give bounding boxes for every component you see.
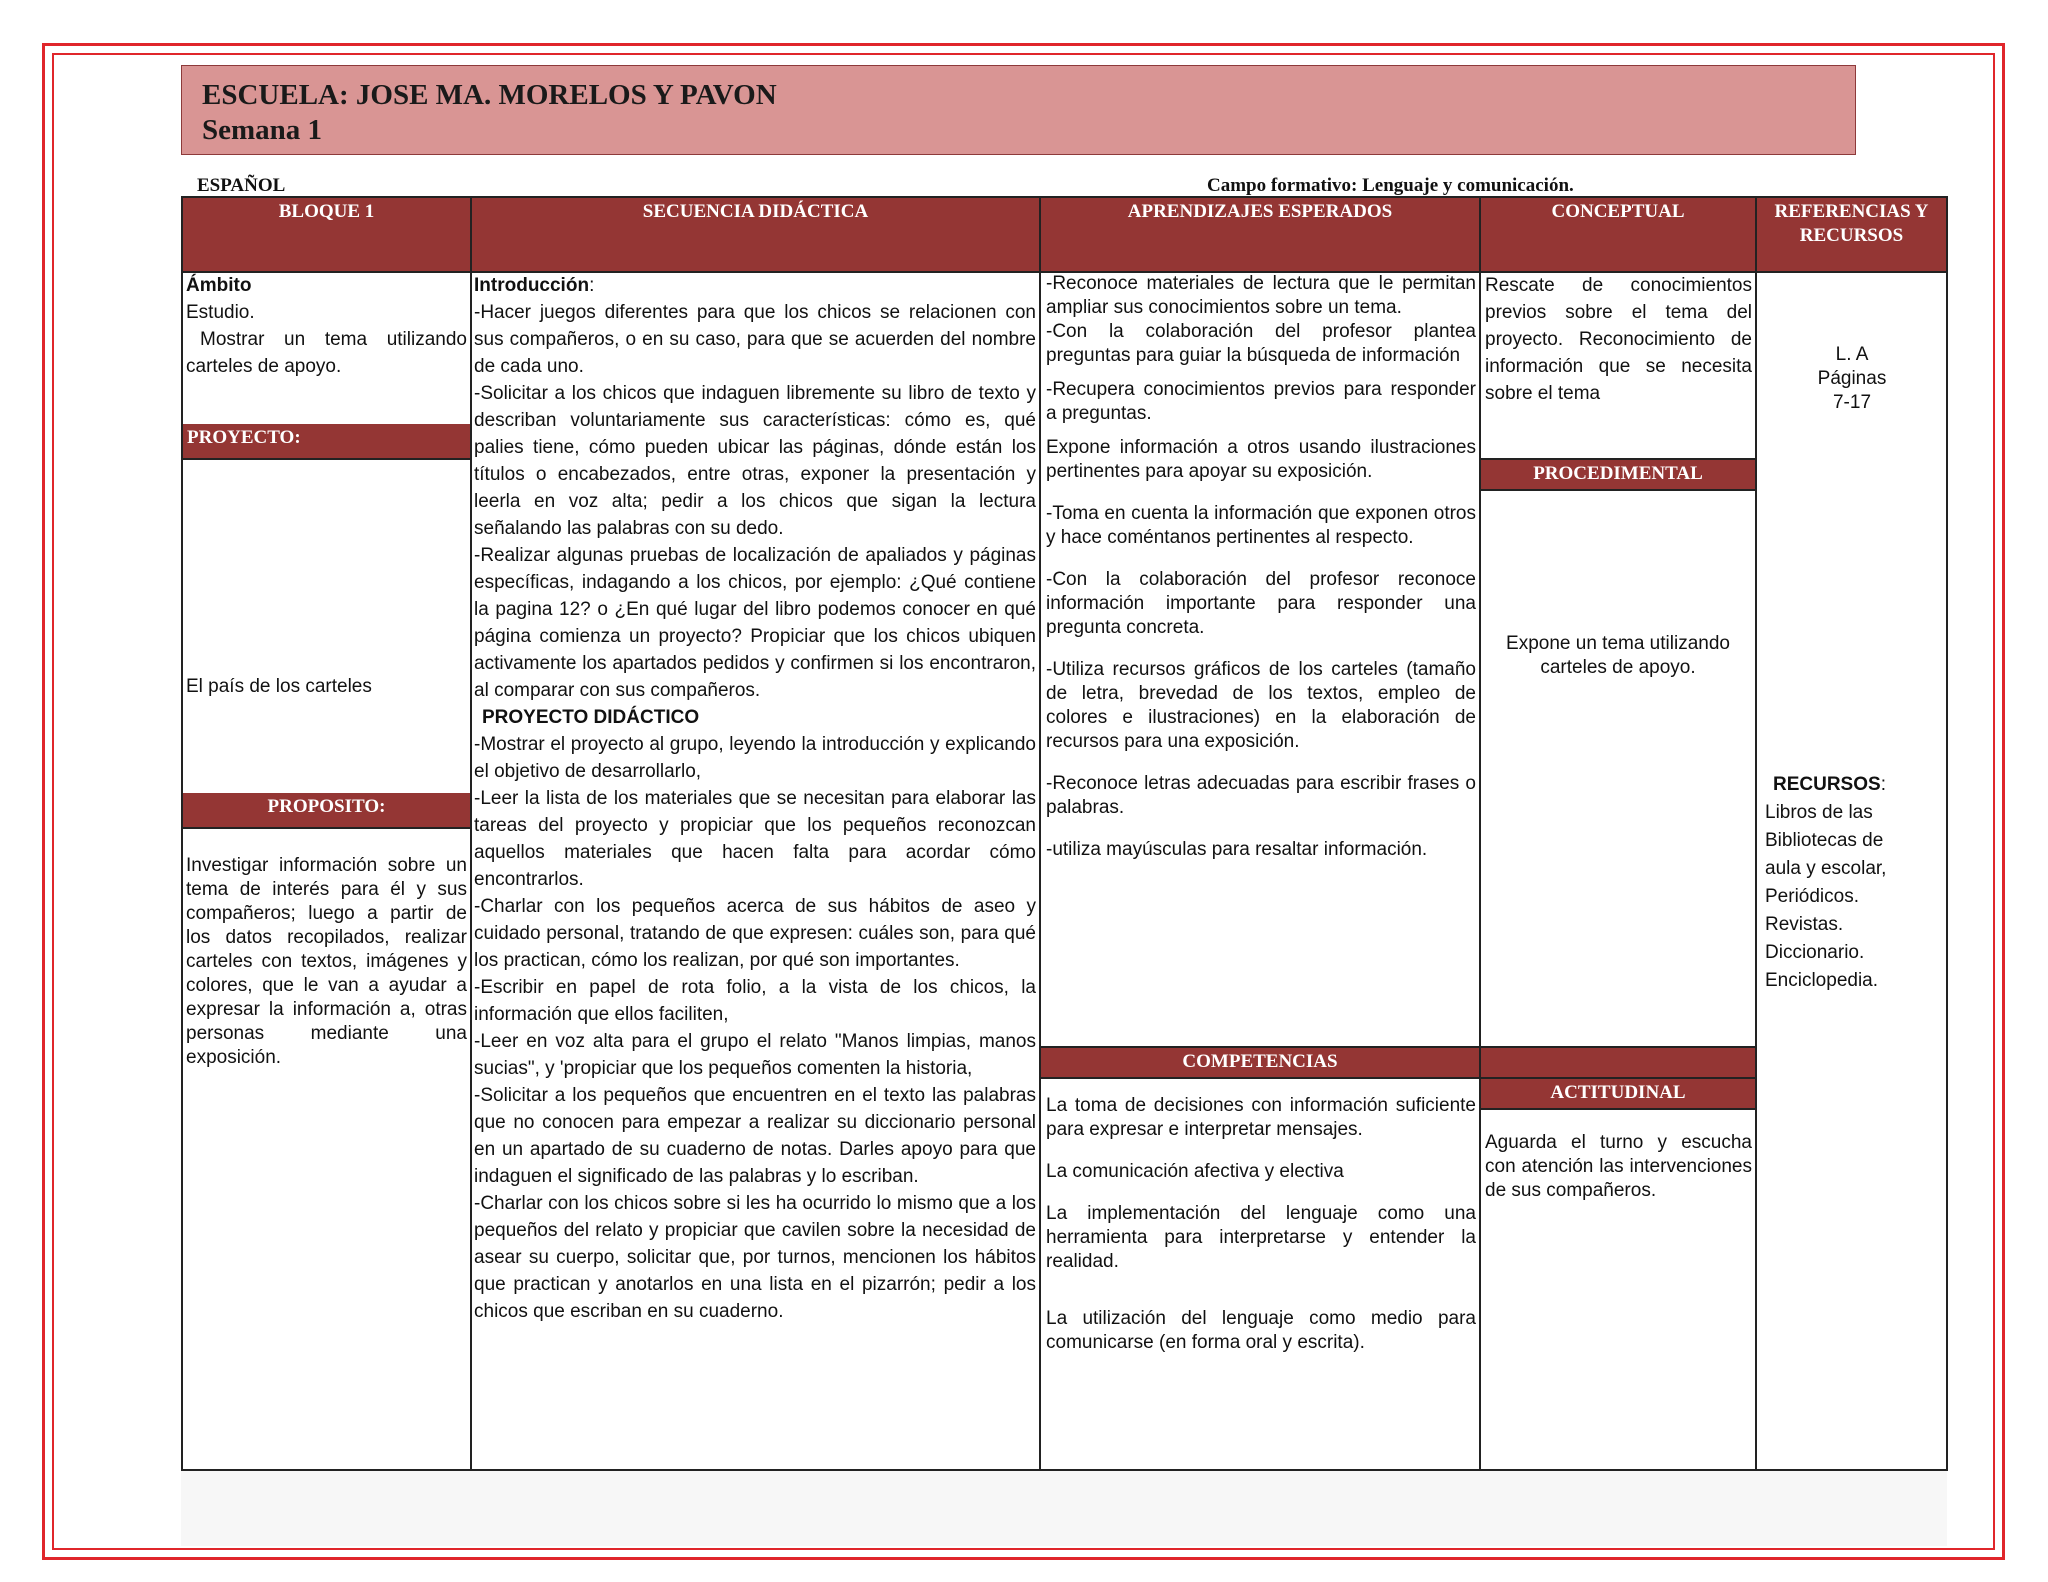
intro-label: Introducción: [474, 275, 590, 296]
header-referencias: REFERENCIAS Y RECURSOS: [1757, 198, 1946, 271]
secuencia-item: -Charlar con los pequeños acerca de sus hábitos de aseo y cuidado personal, tratando de que expresen: cuáles son, para qué los practican, cómo los realizan, por qué son importantes.: [474, 896, 1036, 971]
competencia-item: La implementación del lenguaje como una herramienta para interpretarse y entender la realidad.: [1046, 1203, 1476, 1272]
intro-colon: :: [589, 275, 595, 296]
secuencia-item: -Solicitar a los pequeños que encuentren en el texto las palabras que no conocen para empezar a realizar su diccionario personal en un apartado de su cuaderno de notas. Darles apoyo para que indaguen el significado de las palabras y lo escriban.: [474, 1085, 1036, 1187]
header-secuencia: SECUENCIA DIDÁCTICA: [472, 198, 1039, 271]
campo-formativo: Campo formativo: Lenguaje y comunicación.: [1207, 175, 1574, 196]
secuencia-item: -Mostrar el proyecto al grupo, leyendo la introducción y explicando el objetivo de desarrollarlo,: [474, 734, 1036, 782]
proyecto-didactico-label: PROYECTO DIDÁCTICO: [482, 707, 700, 728]
week-label: Semana 1: [202, 114, 323, 146]
libro-label: L. A: [1835, 344, 1869, 365]
ambito-value: Estudio.: [186, 302, 255, 323]
aprendizaje-item: -Toma en cuenta la información que exponen otros y hace coméntanos pertinentes al respecto.: [1046, 503, 1476, 548]
column-divider: [1039, 196, 1041, 1471]
actitudinal-text: Aguarda el turno y escucha con atención las intervenciones de sus compañeros.: [1485, 1132, 1752, 1201]
recurso-item: Libros de las: [1765, 802, 1873, 823]
section-rule: [181, 827, 471, 829]
secuencia-didactica: [474, 272, 1036, 1325]
ambito-description: Mostrar un tema utilizando carteles de apoyo.: [186, 329, 467, 377]
recursos-label: RECURSOS: [1773, 774, 1881, 795]
aprendizaje-item: Expone información a otros usando ilustraciones pertinentes para apoyar su exposición.: [1046, 437, 1476, 482]
aprendizaje-item: -Con la colaboración del profesor plantea preguntas para guiar la búsqueda de información: [1046, 321, 1476, 366]
competencia-item: La comunicación afectiva y electiva: [1046, 1161, 1344, 1182]
header-conceptual: CONCEPTUAL: [1481, 198, 1755, 271]
secuencia-item: -Escribir en papel de rota folio, a la vista de los chicos, la información que ellos faciliten,: [474, 977, 1036, 1025]
aprendizaje-item: -Utiliza recursos gráficos de los carteles (tamaño de letra, brevedad de los textos, empleo de colores e ilustraciones) en la elaboración de recursos para una exposición.: [1046, 659, 1476, 752]
recurso-item: Revistas.: [1765, 914, 1844, 935]
section-rule: [1479, 1108, 1757, 1110]
libro-reference: [1760, 343, 1944, 415]
competencias-bar: COMPETENCIAS: [1041, 1048, 1479, 1077]
actitudinal-bar: ACTITUDINAL: [1481, 1079, 1755, 1108]
header-bloque: BLOQUE 1: [183, 198, 470, 271]
proposito-bar: PROPOSITO:: [183, 793, 470, 827]
competencias-bar-ext: [1481, 1048, 1755, 1077]
recursos-colon: :: [1880, 774, 1886, 795]
school-header: [181, 65, 1856, 155]
paginas-value: 7-17: [1832, 392, 1872, 413]
secuencia-item: -Solicitar a los chicos que indaguen libremente su libro de texto y describan voluntariamente sus características: cómo es, qué palies tiene, cómo pueden ubicar las páginas, dónde están los títulos o encabezados, entre otras, exponer la presentación y leerla en voz alta; pedir a los chicos que sigan la lectura señalando las palabras con su dedo.: [474, 383, 1036, 539]
aprendizaje-item: -utiliza mayúsculas para resaltar información.: [1046, 839, 1428, 860]
column-divider: [1755, 196, 1757, 1471]
aprendizaje-item: -Recupera conocimientos previos para responder a preguntas.: [1046, 379, 1476, 424]
competencia-item: La toma de decisiones con información suficiente para expresar e interpretar mensajes.: [1046, 1095, 1476, 1140]
competencia-item: La utilización del lenguaje como medio para comunicarse (en forma oral y escrita).: [1046, 1308, 1476, 1353]
section-rule: [181, 458, 471, 460]
ambito-block: [186, 272, 467, 380]
section-rule: [1039, 1077, 1481, 1079]
recurso-item: Bibliotecas de: [1765, 830, 1884, 851]
recurso-item: Enciclopedia.: [1765, 970, 1879, 991]
proposito-text: Investigar información sobre un tema de interés para él y sus compañeros; luego a partir de los datos recopilados, realizar carteles con textos, imágenes y colores, que le van a ayudar a expresar la información a, otras personas mediante una exposición.: [186, 855, 467, 1068]
column-divider: [1479, 196, 1481, 1471]
secuencia-item: -Leer en voz alta para el grupo el relato "Manos limpias, manos sucias", y 'propiciar que los pequeños comenten la historia,: [474, 1031, 1036, 1079]
aprendizajes-esperados: [1046, 272, 1476, 862]
proyecto-name: El país de los carteles: [186, 676, 372, 697]
bottom-shade: [181, 1470, 1947, 1546]
recurso-item: Periódicos.: [1765, 886, 1859, 907]
ambito-label: Ámbito: [186, 275, 252, 296]
aprendizaje-item: -Con la colaboración del profesor reconoce información importante para responder una pregunta concreta.: [1046, 569, 1476, 638]
aprendizaje-item: -Reconoce letras adecuadas para escribir frases o palabras.: [1046, 773, 1476, 818]
recurso-item: aula y escolar,: [1765, 858, 1887, 879]
subject-label: ESPAÑOL: [197, 175, 286, 196]
procedimental-bar: PROCEDIMENTAL: [1481, 460, 1755, 489]
recursos-block: [1765, 771, 1945, 995]
school-name: ESCUELA: JOSE MA. MORELOS Y PAVON: [202, 79, 777, 111]
header-aprendizajes: APRENDIZAJES ESPERADOS: [1041, 198, 1479, 271]
secuencia-item: -Realizar algunas pruebas de localización de apaliados y páginas específicas, indagando a los chicos, por ejemplo: ¿Qué contiene la pagina 12? o ¿En qué lugar del libro podemos conocer en qué página comienza un proyecto? Propiciar que los chicos ubiquen activamente los apartados pedidos y confirmen si los encontraron, al comparar con sus compañeros.: [474, 545, 1036, 701]
column-divider: [470, 196, 472, 1471]
secuencia-item: -Charlar con los chicos sobre si les ha ocurrido lo mismo que a los pequeños del relato y propiciar que cavilen sobre la necesidad de asear su cuerpo, solicitar que, por turnos, mencionen los hábitos que practican y anotarlos en una lista en el pizarrón; pedir a los chicos que escriban en su cuaderno.: [474, 1193, 1036, 1322]
recurso-item: Diccionario.: [1765, 942, 1865, 963]
secuencia-item: -Hacer juegos diferentes para que los chicos se relacionen con sus compañeros, o en su caso, para que se acuerden del nombre de cada uno.: [474, 302, 1036, 377]
competencias-list: [1046, 1094, 1476, 1355]
secuencia-item: -Leer la lista de los materiales que se necesitan para elaborar las tareas del proyecto y propiciar que los pequeños reconozcan aquellos materiales que hacen falta para acordar cómo encontrarlos.: [474, 788, 1036, 890]
proyecto-bar: PROYECTO:: [183, 424, 470, 458]
procedimental-text: Expone un tema utilizando carteles de apoyo.: [1506, 633, 1730, 678]
paginas-label: Páginas: [1817, 368, 1887, 389]
section-rule: [1479, 489, 1757, 491]
conceptual-text: Rescate de conocimientos previos sobre el tema del proyecto. Reconocimiento de información que se necesita sobre el tema: [1485, 275, 1752, 404]
aprendizaje-item: -Reconoce materiales de lectura que le permitan ampliar sus conocimientos sobre un tema.: [1046, 273, 1476, 318]
